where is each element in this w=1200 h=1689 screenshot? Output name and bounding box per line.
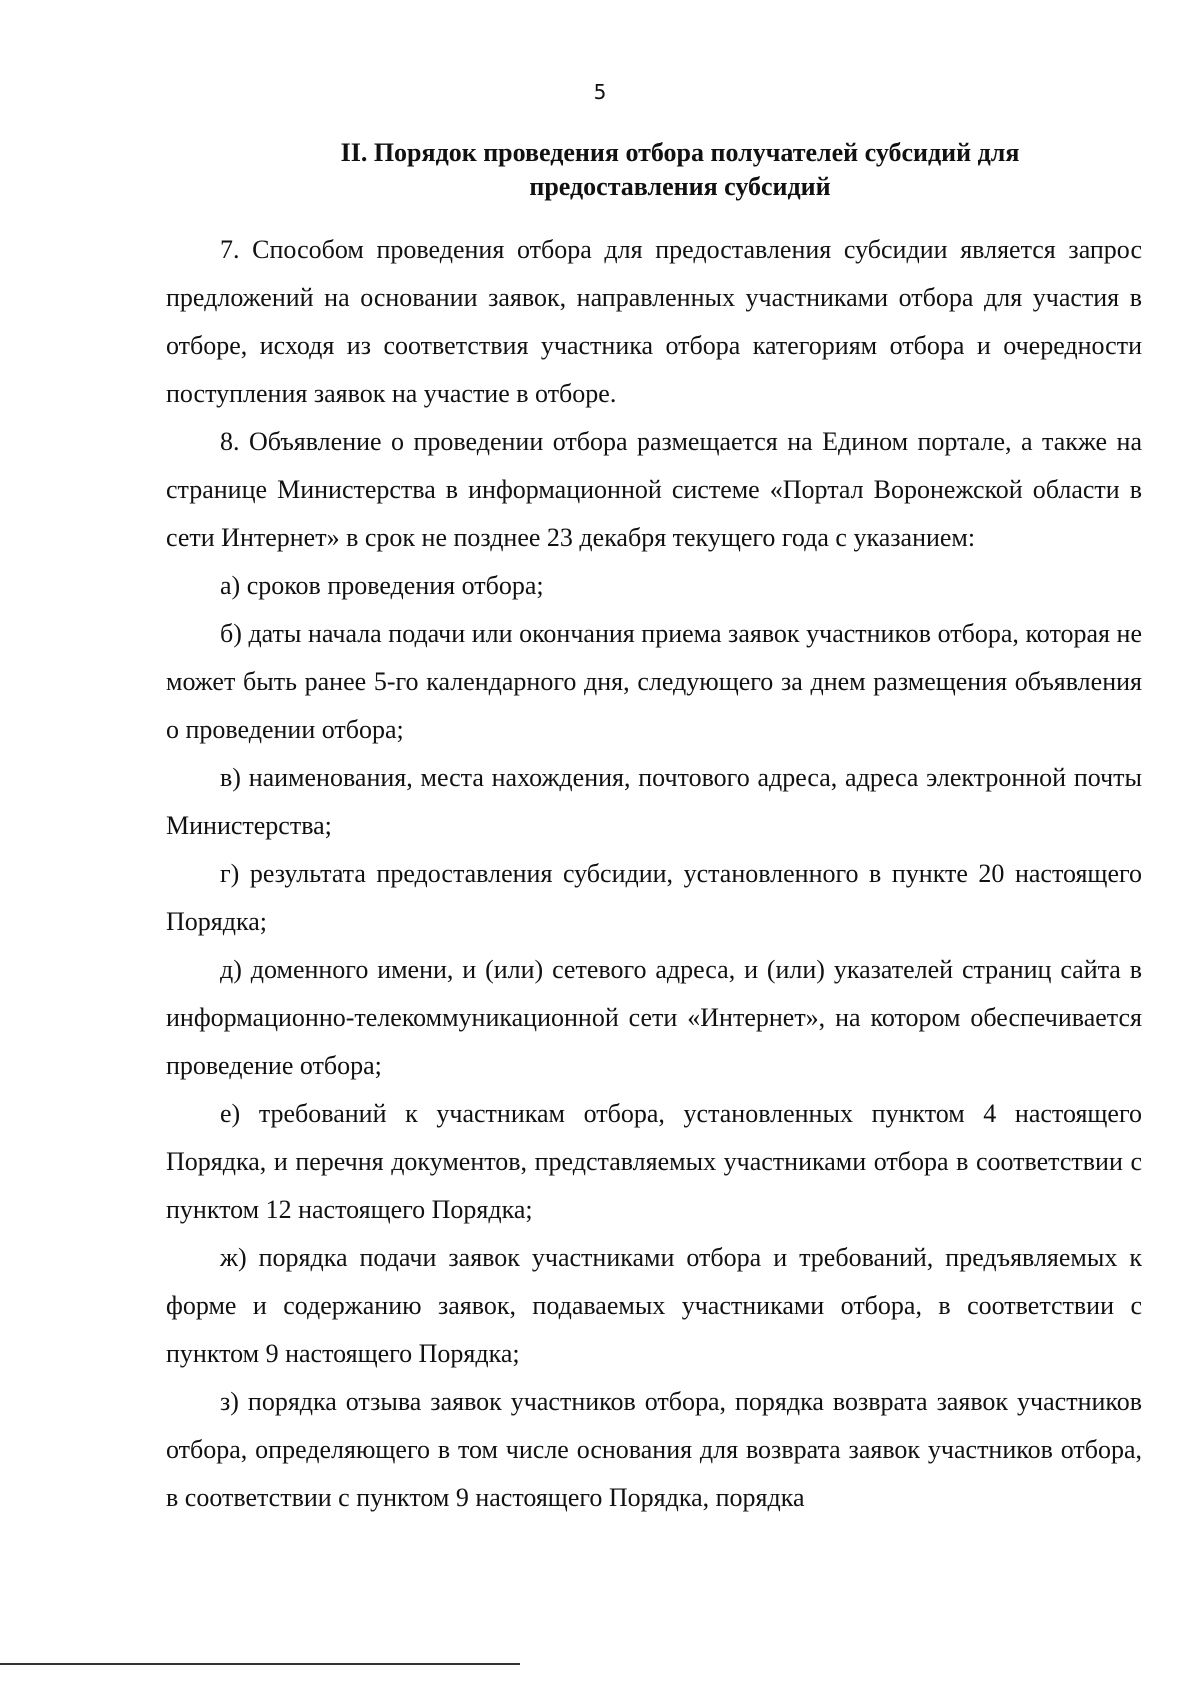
body-text	[166, 226, 1142, 1522]
bottom-divider	[0, 1663, 520, 1665]
list-item-e: е) требований к участникам отбора, установленных пунктом 4 настоящего Порядка, и перечня документов, представляемых участниками отбора в соответствии с пунктом 12 настоящего Порядка;	[166, 1099, 1142, 1224]
paragraph-7: 7. Способом проведения отбора для предоставления субсидии является запрос предложений на основании заявок, направленных участниками отбора для участия в отборе, исходя из соответствия участника отбора категориям отбора и очередности поступления заявок на участие в отборе.	[166, 235, 1142, 408]
page-number: 5	[593, 80, 607, 104]
list-item-g: г) результата предоставления субсидии, установленного в пункте 20 настоящего Порядка;	[166, 859, 1142, 936]
section-heading	[300, 136, 1060, 204]
list-item-d: д) доменного имени, и (или) сетевого адреса, и (или) указателей страниц сайта в информационно-телекоммуникационной сети «Интернет», на котором обеспечивается проведение отбора;	[166, 955, 1142, 1080]
paragraph-8: 8. Объявление о проведении отбора размещается на Едином портале, а также на странице Министерства в информационной системе «Портал Воронежской области в сети Интернет» в срок не позднее 23 декабря текущего года с указанием:	[166, 427, 1142, 552]
list-item-zh: ж) порядка подачи заявок участниками отбора и требований, предъявляемых к форме и содержанию заявок, подаваемых участниками отбора, в соответствии с пунктом 9 настоящего Порядка;	[166, 1243, 1142, 1368]
list-item-b: б) даты начала подачи или окончания приема заявок участников отбора, которая не может быть ранее 5-го календарного дня, следующего за днем размещения объявления о проведении отбора;	[166, 619, 1142, 744]
section-heading-line-2: предоставления субсидий	[529, 172, 831, 201]
list-item-a: а) сроков проведения отбора;	[220, 571, 544, 600]
list-item-z: з) порядка отзыва заявок участников отбора, порядка возврата заявок участников отбора, определяющего в том числе основания для возврата заявок участников отбора, в соответствии с пунктом 9 настоящего Порядка, порядка	[166, 1387, 1142, 1512]
section-heading-line-1: II. Порядок проведения отбора получателей субсидий для	[340, 138, 1020, 167]
list-item-v: в) наименования, места нахождения, почтового адреса, адреса электронной почты Министерства;	[166, 763, 1142, 840]
